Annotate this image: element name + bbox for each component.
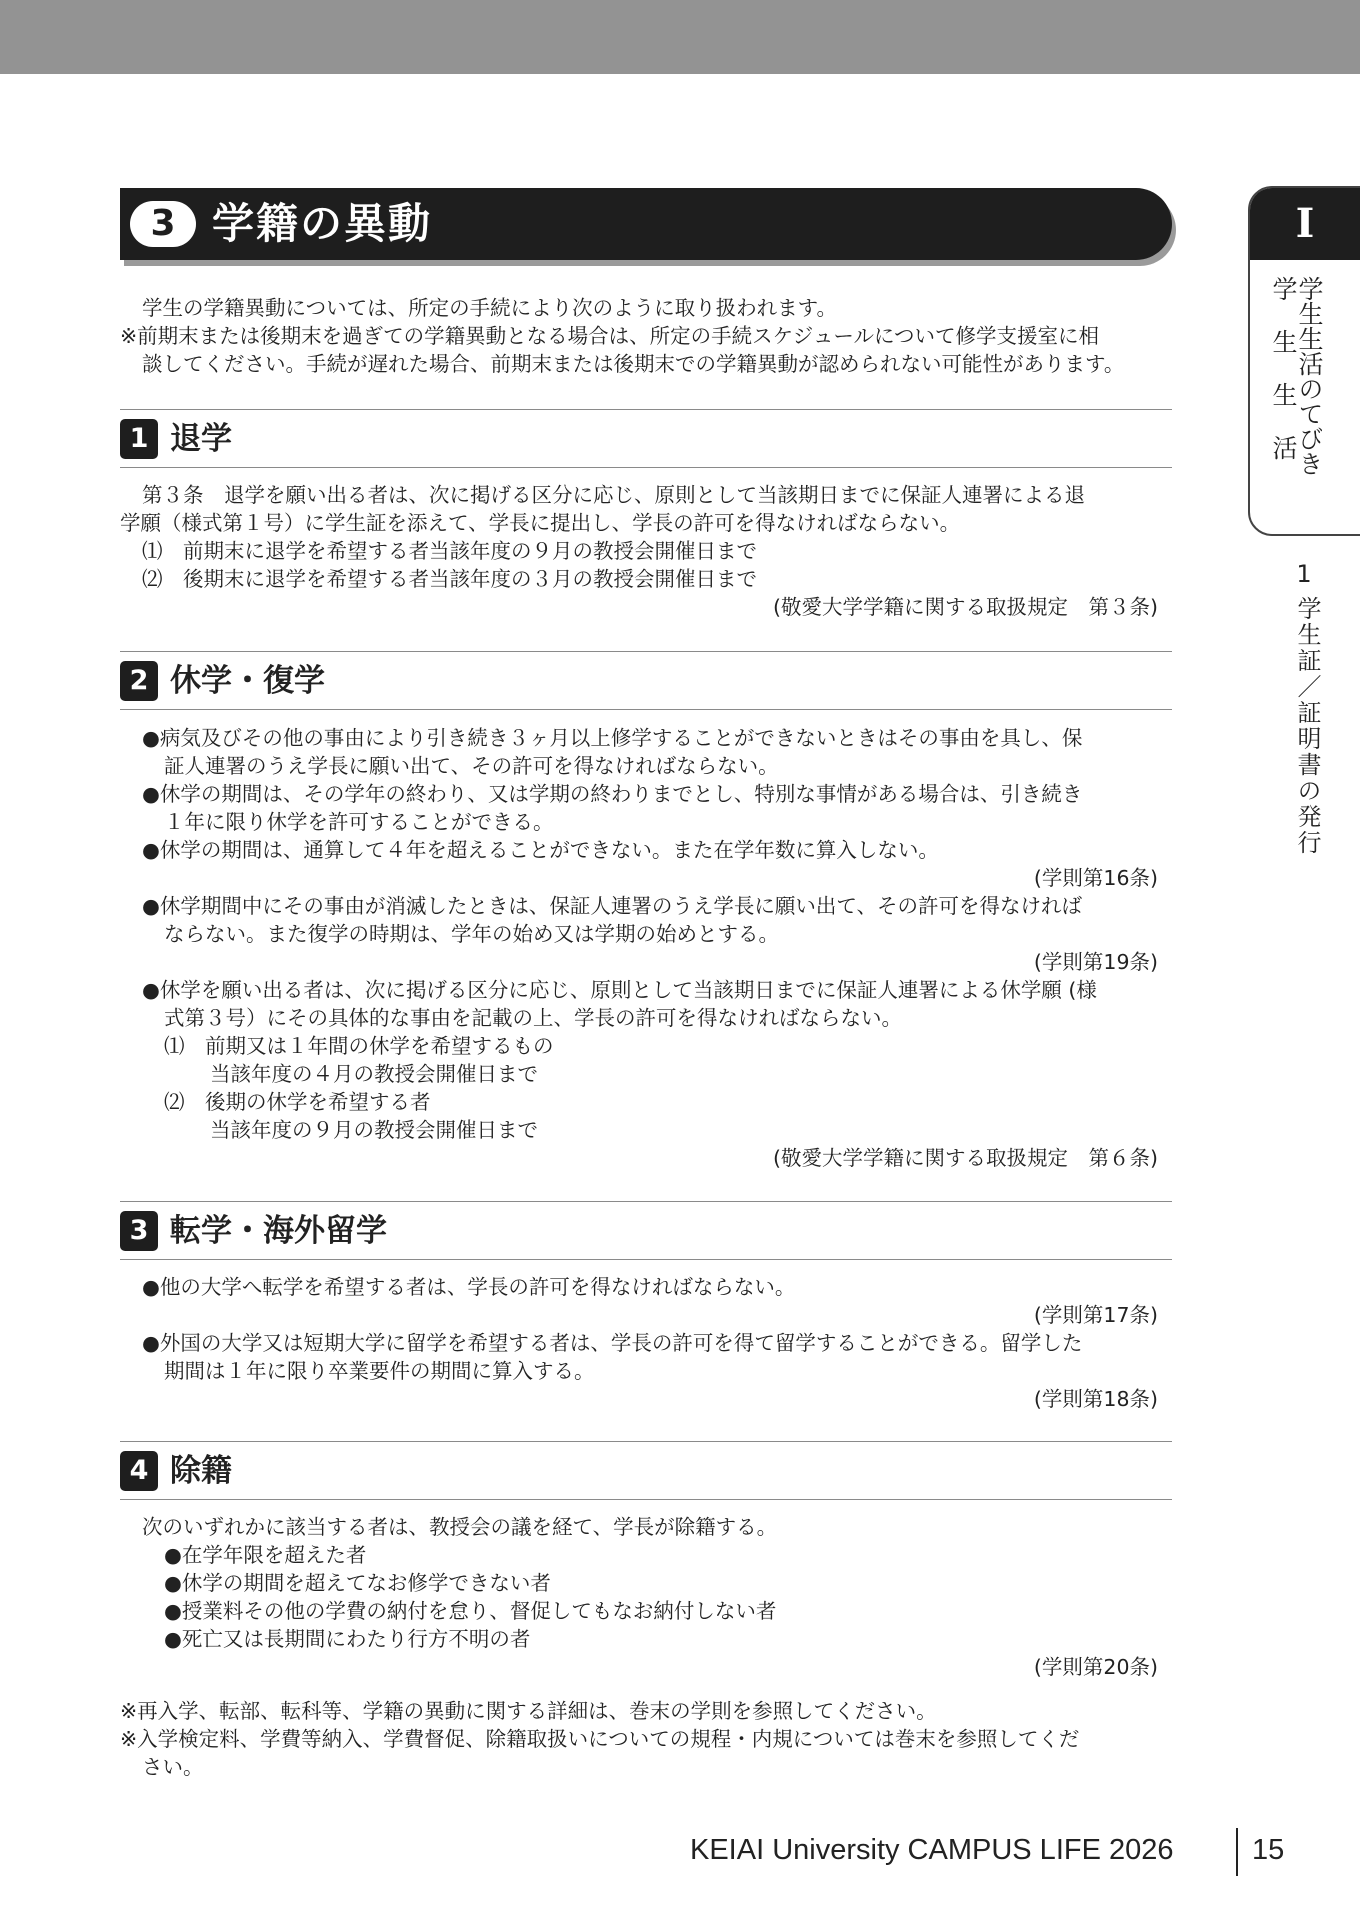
section4-item3: ●授業料その他の学費の納付を怠り、督促してもなお納付しない者 (164, 1599, 777, 1623)
section2-number: 2 (120, 661, 158, 701)
section2-bullet1-line2: 証人連署のうえ学長に願い出て、その許可を得なければならない。 (164, 754, 779, 778)
page-number: 15 (1252, 1834, 1285, 1866)
section2-bullet4-line1: ●休学期間中にその事由が消滅したときは、保証人連署のうえ学長に願い出て、その許可を得なければ (142, 894, 1082, 918)
section2-rule-bottom (120, 709, 1172, 710)
section3-bullet1: ●他の大学へ転学を希望する者は、学長の許可を得なければならない。 (142, 1275, 796, 1299)
side-section-number: 1 (1290, 560, 1318, 590)
section2-ref1: (学則第16条) (1033, 866, 1158, 890)
section1-item2: ⑵ 後期末に退学を希望する者当該年度の３月の教授会開催日まで (142, 567, 757, 591)
section1-line1: 第３条 退学を願い出る者は、次に掲げる区分に応じ、原則として当該期日までに保証人連署による退 (142, 483, 1085, 507)
note1: ※再入学、転部、転科等、学籍の異動に関する詳細は、巻末の学則を参照してください。 (120, 1699, 937, 1723)
section2-sub2-line2: 当該年度の９月の教授会開催日まで (210, 1118, 538, 1142)
section2-ref2: (学則第19条) (1033, 950, 1158, 974)
chapter-title: 学籍の異動 (212, 199, 433, 248)
section1-line2: 学願（様式第１号）に学生証を添えて、学長に提出し、学長の許可を得なければならない。 (120, 511, 961, 535)
note2-line2: さい。 (142, 1755, 204, 1779)
section4-item2: ●休学の期間を超えてなお修学できない者 (164, 1571, 551, 1595)
side-tab-header (1250, 188, 1360, 260)
note2-line1: ※入学検定料、学費等納入、学費督促、除籍取扱いについての規程・内規については巻末を参照してくだ (120, 1727, 1080, 1751)
section2-title: 休学・復学 (170, 663, 325, 699)
chapter-side-tab[interactable] (1248, 186, 1360, 536)
section2-bullet2-line1: ●休学の期間は、その学年の終わり、又は学期の終わりまでとし、特別な事情がある場合は、引き続き (142, 782, 1083, 806)
side-tab-label-main: 学生生活のてびき (1295, 276, 1324, 476)
section4-title: 除籍 (170, 1453, 232, 1489)
intro-note-line2: 談してください。手続が遅れた場合、前期末または後期末での学籍異動が認められない可能性があります。 (142, 352, 1125, 376)
section3-title: 転学・海外留学 (170, 1213, 387, 1249)
section2-rule-top (120, 651, 1172, 652)
section2-bullet3: ●休学の期間は、通算して４年を超えることができない。また在学年数に算入しない。 (142, 838, 939, 862)
section4-rule-top (120, 1441, 1172, 1442)
section4-rule-bottom (120, 1499, 1172, 1500)
section2-sub2-line1: ⑵ 後期の休学を希望する者 (164, 1090, 431, 1114)
section2-bullet1-line1: ●病気及びその他の事由により引き続き３ヶ月以上修学することができないときはその事由を具し、保 (142, 726, 1083, 750)
section1-rule-bottom (120, 467, 1172, 468)
section3-bullet2-line2: 期間は１年に限り卒業要件の期間に算入する。 (164, 1359, 595, 1383)
section2-bullet5-line1: ●休学を願い出る者は、次に掲げる区分に応じ、原則として当該期日までに保証人連署による休学願 (様 (142, 978, 1097, 1002)
side-section-title: 学生証／証明書の発行 (1293, 596, 1321, 856)
section2-bullet4-line2: ならない。また復学の時期は、学年の始め又は学期の始めとする。 (164, 922, 779, 946)
intro-text: 学生の学籍異動については、所定の手続により次のように取り扱われます。 (142, 296, 837, 320)
chapter-header (120, 188, 1172, 260)
side-tab-roman-numeral: I (1295, 200, 1315, 247)
section4-ref: (学則第20条) (1033, 1655, 1158, 1679)
section1-title: 退学 (170, 421, 232, 457)
section4-lead: 次のいずれかに該当する者は、教授会の議を経て、学長が除籍する。 (142, 1515, 778, 1539)
footer-divider (1236, 1828, 1238, 1876)
section3-bullet2-line1: ●外国の大学又は短期大学に留学を希望する者は、学長の許可を得て留学することができる。留学した (142, 1331, 1083, 1355)
section1-rule-top (120, 409, 1172, 410)
section2-sub1-line1: ⑴ 前期又は１年間の休学を希望するもの (164, 1034, 554, 1058)
section4-item4: ●死亡又は長期間にわたり行方不明の者 (164, 1627, 531, 1651)
section2-bullet5-line2: 式第３号）にその具体的な事由を記載の上、学長の許可を得なければならない。 (164, 1006, 902, 1030)
section3-rule-bottom (120, 1259, 1172, 1260)
section2-sub1-line2: 当該年度の４月の教授会開催日まで (210, 1062, 538, 1086)
section1-ref: (敬愛大学学籍に関する取扱規定 第３条) (773, 595, 1158, 619)
section1-item1: ⑴ 前期末に退学を希望する者当該年度の９月の教授会開催日まで (142, 539, 757, 563)
section3-ref2: (学則第18条) (1033, 1387, 1158, 1411)
footer-brand: KEIAI University CAMPUS LIFE 2026 (690, 1834, 1174, 1866)
section1-number: 1 (120, 419, 158, 459)
section3-ref1: (学則第17条) (1033, 1303, 1158, 1327)
section3-rule-top (120, 1201, 1172, 1202)
section4-item1: ●在学年限を超えた者 (164, 1543, 367, 1567)
section4-number: 4 (120, 1451, 158, 1491)
intro-note-line1: ※前期末または後期末を過ぎての学籍異動となる場合は、所定の手続スケジュールについて修学支援室に相 (120, 324, 1100, 348)
side-tab-label-sub: 学生生活 (1269, 276, 1298, 488)
top-gray-band (0, 0, 1360, 74)
section3-number: 3 (120, 1211, 158, 1251)
chapter-number: 3 (130, 201, 196, 247)
section2-ref3: (敬愛大学学籍に関する取扱規定 第６条) (773, 1146, 1158, 1170)
section2-bullet2-line2: １年に限り休学を許可することができる。 (164, 810, 554, 834)
